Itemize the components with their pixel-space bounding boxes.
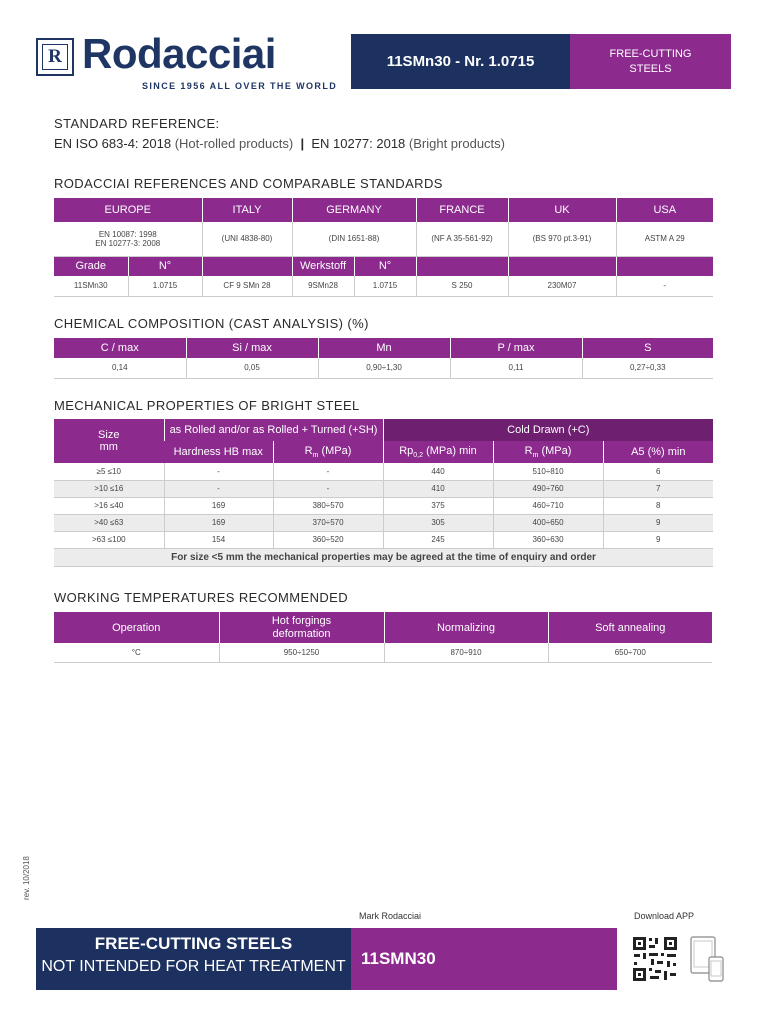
work-normalizing-value: 870÷910	[384, 643, 548, 662]
grade-value: 11SMn30	[54, 276, 128, 296]
col-germany: GERMANY	[292, 198, 416, 222]
brand-tagline: SINCE 1956 ALL OVER THE WORLD	[142, 81, 338, 91]
mech-head-a5: A5 (%) min	[603, 441, 713, 463]
mark-label: Mark Rodacciai	[359, 911, 422, 921]
mech-group-cold-drawn: Cold Drawn (+C)	[383, 419, 713, 441]
category-badge: FREE-CUTTING STEELS	[570, 34, 731, 89]
france-value: S 250	[416, 276, 508, 296]
standard-reference-line: EN ISO 683-4: 2018 (Hot-rolled products) | EN 10277: 2018 (Bright products)	[54, 136, 505, 151]
usa-standard: ASTM A 29	[616, 222, 713, 256]
chem-value-s: 0,27÷0,33	[582, 358, 713, 378]
col-italy: ITALY	[202, 198, 292, 222]
italy-value: CF 9 SMn 28	[202, 276, 292, 296]
mechanical-title: MECHANICAL PROPERTIES OF BRIGHT STEEL	[54, 398, 360, 413]
werkstoff-value: 9SMn28	[292, 276, 354, 296]
n1-value: 1.0715	[128, 276, 202, 296]
mech-head-rm2: $R_m$ (MPa)	[493, 441, 603, 463]
mech-head-rm1: $R_m$ (MPa)	[273, 441, 383, 463]
chem-head-c: C / max	[54, 338, 186, 358]
chem-head-mn: Mn	[318, 338, 450, 358]
chem-head-s: S	[582, 338, 713, 358]
work-unit: °C	[54, 643, 219, 662]
footer-category: FREE-CUTTING STEELS NOT INTENDED FOR HEAT TREATMENT	[36, 928, 351, 990]
work-head-hot-forgings: Hot forgings deformation	[219, 612, 384, 643]
uk-value: 230M07	[508, 276, 616, 296]
working-title: WORKING TEMPERATURES RECOMMENDED	[54, 590, 349, 605]
mech-head-rp: $Rp_{0,2}$ (MPa) min	[383, 441, 493, 463]
chem-head-p: P / max	[450, 338, 582, 358]
table-row: >40 ≤63 169 370÷570 305 400÷650 9	[54, 514, 713, 531]
europe-standards: EN 10087: 1998 EN 10277-3: 2008	[54, 222, 202, 256]
download-app-label: Download APP	[634, 911, 695, 921]
work-hot-forgings-value: 950÷1250	[219, 643, 384, 662]
subhead-werkstoff: Werkstoff	[292, 256, 354, 276]
uk-standard: (BS 970 pt.3-91)	[508, 222, 616, 256]
mechanical-table	[54, 419, 713, 567]
chem-value-si: 0,05	[186, 358, 318, 378]
col-france: FRANCE	[416, 198, 508, 222]
footer-grade: 11SMN30	[351, 928, 617, 990]
chem-value-c: 0,14	[54, 358, 186, 378]
table-row: >16 ≤40 169 380÷570 375 460÷710 8	[54, 497, 713, 514]
table-row: ≥5 ≤10 - - 440 510÷810 6	[54, 463, 713, 480]
subhead-n1: N°	[128, 256, 202, 276]
mech-group-rolled: as Rolled and/or as Rolled + Turned (+SH)	[164, 419, 383, 441]
italy-standard: (UNI 4838-80)	[202, 222, 292, 256]
brand-logo	[36, 30, 338, 96]
brand-name: Rodacciai	[82, 30, 276, 77]
device-app-icon[interactable]	[689, 935, 725, 983]
work-head-normalizing: Normalizing	[384, 612, 548, 643]
germany-standard: (DIN 1651-88)	[292, 222, 416, 256]
france-standard: (NF A 35-561-92)	[416, 222, 508, 256]
col-usa: USA	[616, 198, 713, 222]
chemical-title: CHEMICAL COMPOSITION (CAST ANALYSIS) (%)	[54, 316, 369, 331]
chem-value-p: 0,11	[450, 358, 582, 378]
chem-head-si: Si / max	[186, 338, 318, 358]
work-head-operation: Operation	[54, 612, 219, 643]
col-europe: EUROPE	[54, 198, 202, 222]
standard-reference-title: STANDARD REFERENCE:	[54, 116, 220, 131]
chem-value-mn: 0,90÷1,30	[318, 358, 450, 378]
references-table	[54, 198, 713, 297]
subhead-n2: N°	[354, 256, 416, 276]
usa-value: -	[616, 276, 713, 296]
col-uk: UK	[508, 198, 616, 222]
references-title: RODACCIAI REFERENCES AND COMPARABLE STANDARDS	[54, 176, 443, 191]
mechanical-note: For size <5 mm the mechanical properties may be agreed at the time of enquiry and order	[54, 548, 713, 566]
mech-head-hb: Hardness HB max	[164, 441, 273, 463]
mech-head-size: Size mm	[54, 419, 164, 463]
table-row: >10 ≤16 - - 410 490÷760 7	[54, 480, 713, 497]
work-head-soft-annealing: Soft annealing	[548, 612, 712, 643]
work-soft-annealing-value: 650÷700	[548, 643, 712, 662]
logo-mark-icon: R	[36, 38, 74, 76]
subhead-grade: Grade	[54, 256, 128, 276]
revision-label: rev. 10/2018	[22, 856, 31, 900]
working-table	[54, 612, 712, 663]
chemical-table	[54, 338, 713, 379]
table-row: >63 ≤100 154 360÷520 245 360÷630 9	[54, 531, 713, 548]
qr-code-icon[interactable]	[631, 935, 679, 983]
n2-value: 1.0715	[354, 276, 416, 296]
product-title: 11SMn30 - Nr. 1.0715	[351, 34, 570, 89]
